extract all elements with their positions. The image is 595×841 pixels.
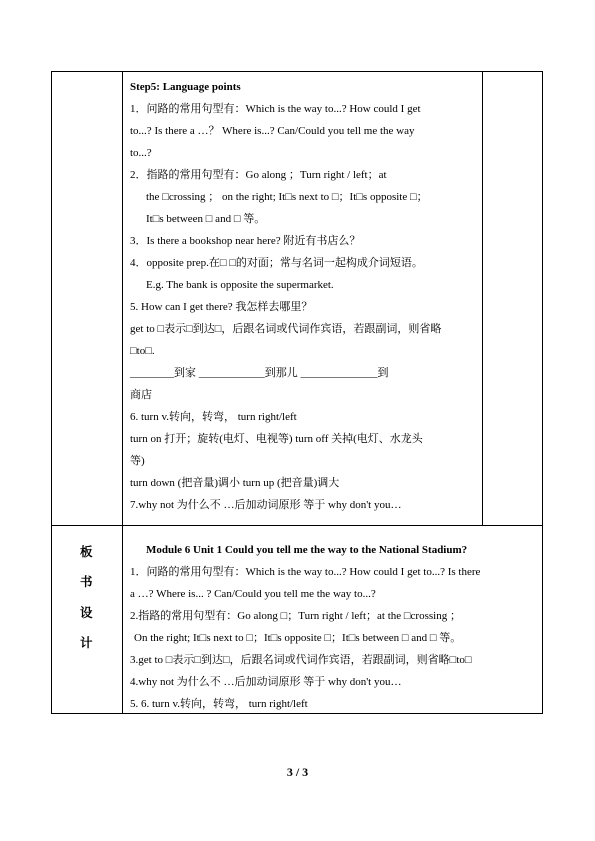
text-line: 5. How can I get there? 我怎样去哪里？ <box>130 301 313 313</box>
text-line: a …? Where is... ? Can/Could you tell me the way to...? <box>130 588 376 600</box>
table-border-top <box>51 71 543 72</box>
text-line: turn down (把音量)调小 turn up (把音量)调大 <box>130 477 340 489</box>
label-char: 设 <box>80 605 93 620</box>
label-char: 计 <box>80 635 93 650</box>
text-line: 4.why not 为什么不 …后加动词原形 等于 why don't you… <box>130 676 402 688</box>
page-number: 3 / 3 <box>286 765 309 779</box>
table-border-right <box>542 71 543 714</box>
text-line: On the right; It□s next to □；It□s opposite □；It□s between □ and □ 等。 <box>134 632 462 644</box>
text-line: 1．问路的常用句型有：Which is the way to...? How could I get to...? Is there <box>130 566 481 578</box>
text-line: 3．Is there a bookshop near here? 附近有书店么？ <box>130 235 361 247</box>
text-line: 4．opposite prep.在□ □的对面；常与名词一起构成介词短语。 <box>130 257 423 269</box>
label-char: 板 <box>80 544 93 559</box>
label-char: 书 <box>80 574 93 589</box>
table-border-col1 <box>122 71 123 714</box>
text-line: E.g. The bank is opposite the supermarket. <box>146 279 334 291</box>
text-line: to...? Is there a …？ Where is...? Can/Could you tell me the way <box>130 125 415 137</box>
text-line: the □crossing ； on the right; It□s next to □；It□s opposite □； <box>146 191 428 203</box>
text-line: ________到家 ____________到那儿 ______________到 <box>130 367 389 379</box>
text-line: 等) <box>130 455 145 467</box>
text-line: 商店 <box>130 389 152 401</box>
text-line: 2．指路的常用句型有：Go along ；Turn right / left；at <box>130 169 387 181</box>
text-line: 6. turn v.转向，转弯， turn right/left <box>130 411 297 423</box>
section-title: Step5: Language points <box>130 81 241 93</box>
text-line: 1．问路的常用句型有：Which is the way to...? How could I get <box>130 103 421 115</box>
text-line: 5. 6. turn v.转向，转弯， turn right/left <box>130 698 308 710</box>
table-border-bottom <box>51 713 543 714</box>
text-line: to...? <box>130 147 152 159</box>
table-border-mid <box>51 525 543 526</box>
text-line: 7.why not 为什么不 …后加动词原形 等于 why don't you… <box>130 499 402 511</box>
section-title: Module 6 Unit 1 Could you tell me the way to the National Stadium? <box>146 544 468 556</box>
table-border-left <box>51 71 52 714</box>
text-line: It□s between □ and □ 等。 <box>146 213 266 225</box>
text-line: get to □表示□到达□，后跟名词或代词作宾语，若跟副词，则省略 <box>130 323 442 335</box>
table-border-col2 <box>482 71 483 526</box>
text-line: 2.指路的常用句型有：Go along □；Turn right / left；at the □crossing ； <box>130 610 461 622</box>
text-line: 3.get to □表示□到达□，后跟名词或代词作宾语，若跟副词，则省略□to□ <box>130 654 472 666</box>
text-line: turn on 打开；旋转(电灯、电视等) turn off 关掉(电灯、水龙头 <box>130 433 423 445</box>
text-line: □to□. <box>130 345 155 357</box>
